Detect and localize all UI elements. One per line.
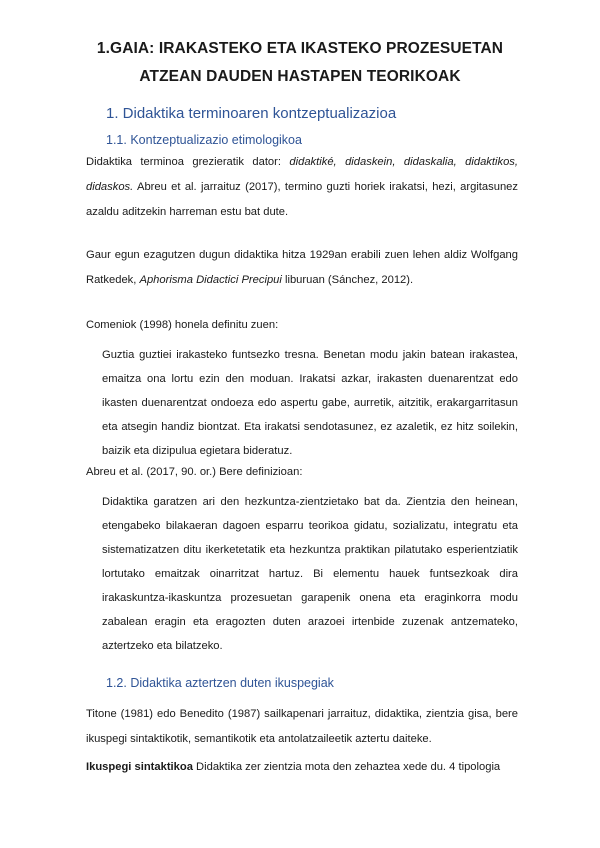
- paragraph-line: [86, 175, 518, 200]
- paragraph-line: [86, 755, 518, 780]
- quote-line: eta atsegin handiz biontzat. Eta irakatsi sendotasunez, ez azaletik, ez hitz soilekin,: [102, 421, 518, 433]
- greek-term: didaskos.: [86, 181, 134, 193]
- paragraph-line: ikuspegi sintaktikotik, semantikotik eta antolatzaileetik aztertu daiteke.: [86, 733, 432, 745]
- quote-line: aztertzeko eta bilatzeko.: [102, 640, 223, 652]
- text-span: liburuan (Sánchez, 2012).: [281, 274, 414, 286]
- text-span: Didaktika zer zientzia mota den zehaztea xede du. 4 tipologia: [192, 761, 501, 773]
- quote-line: lortutako emaitzak oinarritzat hartuz. Bi elementu hauek funtsezkoak dira: [102, 568, 518, 580]
- paragraph-line: Gaur egun ezagutzen dugun didaktika hitza 1929an erabili zuen lehen aldiz Wolfgang: [86, 249, 518, 261]
- paragraph-line: Abreu et al. (2017, 90. or.) Bere definizioan:: [86, 466, 303, 478]
- document-title-line-2: ATZEAN DAUDEN HASTAPEN TEORIKOAK: [139, 68, 461, 85]
- quote-abreu: [102, 490, 518, 658]
- paragraph-comenio-intro: [86, 313, 518, 338]
- paragraph-perspectives: [86, 702, 518, 752]
- term-bold: Ikuspegi sintaktikoa: [86, 761, 193, 773]
- paragraph-line: [86, 268, 518, 293]
- paragraph-line: Titone (1981) edo Benedito (1987) sailkapenari jarraituz, didaktika, zientzia gisa, bere: [86, 708, 518, 720]
- text-span: Ratkedek,: [86, 274, 140, 286]
- paragraph-line: [86, 150, 518, 175]
- section-heading-1: 1. Didaktika terminoaren kontzeptualizazioa: [106, 105, 397, 122]
- paragraph-etymology: [86, 150, 518, 225]
- subsection-heading-1-1: 1.1. Kontzeptualizazio etimologikoa: [106, 133, 302, 147]
- quote-line: baizik eta dizipulua egietara bideratuz.: [102, 445, 293, 457]
- quote-line: Didaktika garatzen ari den hezkuntza-zientzietako bat da. Zientzia den heinean,: [102, 496, 518, 508]
- quote-line: sistematizatzen ditu ikerketetatik eta hezkuntza praktikan pilatutako esperientziatik: [102, 544, 518, 556]
- text-span: Didaktika terminoa grezieratik dator:: [86, 156, 290, 168]
- paragraph-line: Comeniok (1998) honela definitu zuen:: [86, 319, 279, 331]
- quote-line: etengabeko bilakaeran dagoen esparru teorikoa gidatu, sozializatu, integratu eta: [102, 520, 518, 532]
- paragraph-history: [86, 243, 518, 293]
- paragraph-line: azaldu aditzekin harreman estu bat dute.: [86, 206, 289, 218]
- subsection-heading-1-2: 1.2. Didaktika aztertzen duten ikuspegiak: [106, 676, 334, 690]
- quote-comenio: [102, 343, 518, 463]
- quote-line: emaitza ona lortu ezin den moduan. Irakatsi azkar, irakasten duenarentzat edo: [102, 373, 518, 385]
- book-title: Aphorisma Didactici Precipui: [139, 274, 282, 286]
- quote-line: irakaskuntza-ikaskuntza prozesuetan garapenik onena eta eraginkorra modu: [102, 592, 518, 604]
- quote-line: ikasten duenarentzat ondoeza edo aspertu gabe, aurretik, aitzitik, erakargarritasun: [102, 397, 518, 409]
- document-title-line-1: 1.GAIA: IRAKASTEKO ETA IKASTEKO PROZESUETAN: [96, 40, 504, 57]
- paragraph-syntactic: [86, 755, 518, 780]
- greek-terms: didaktiké, didaskein, didaskalia, didaktikos,: [289, 156, 518, 168]
- quote-line: Guztia guztiei irakasteko funtsezko tresna. Benetan modu jakin batean irakastea,: [102, 349, 518, 361]
- quote-line: zabalean eragin eta eragozten duten arazoei irtenbide zuzenak antzemateko,: [102, 616, 518, 628]
- paragraph-abreu-intro: [86, 460, 518, 485]
- text-span: Abreu et al. jarraituz (2017), termino guzti horiek irakatsi, hezi, argitasunez: [133, 181, 518, 193]
